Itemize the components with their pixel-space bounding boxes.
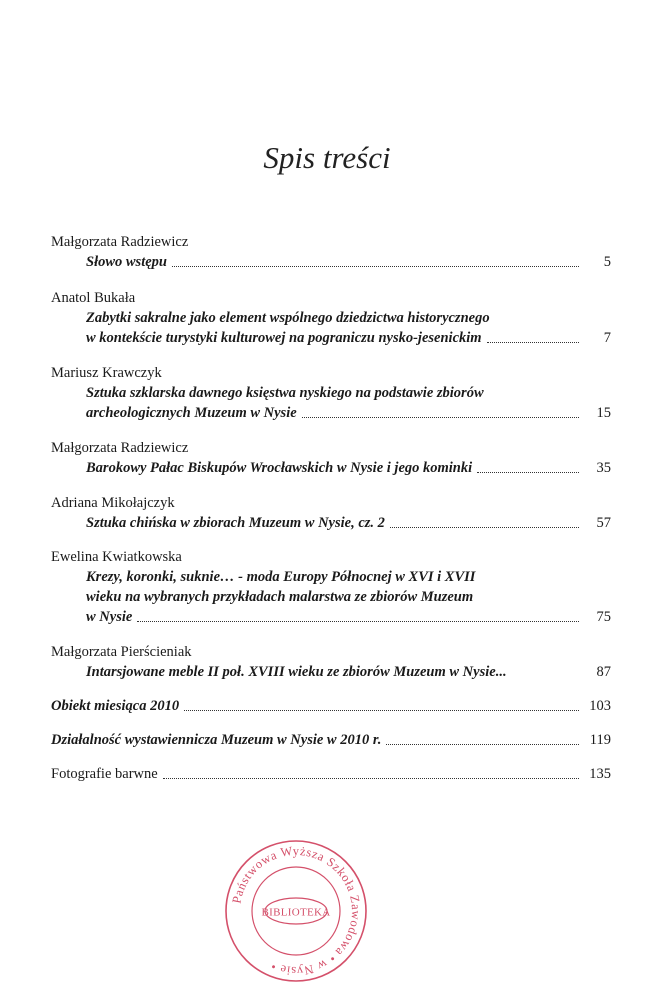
- section-page: 103: [589, 698, 611, 714]
- entry-title: Intarsjowane meble II poł. XVIII wieku ze zbiorów Muzeum w Nysie...: [86, 664, 507, 680]
- stamp-ring-text: Państwowa Wyższa Szkoła Zawodowa • w Nysie •: [229, 843, 364, 979]
- toc-entry: [51, 493, 611, 533]
- section-page: 135: [589, 766, 611, 782]
- entry-title: Sztuka chińska w zbiorach Muzeum w Nysie, cz. 2: [86, 515, 385, 531]
- stamp-center-text: BIBLIOTEKA: [261, 906, 331, 919]
- entry-title-line: wieku na wybranych przykładach malarstwa ze zbiorów Muzeum: [86, 589, 474, 605]
- entry-page: 15: [596, 405, 611, 421]
- entry-page: 57: [596, 515, 611, 531]
- entry-title-line: Zabytki sakralne jako element wspólnego dziedzictwa historycznego: [86, 310, 490, 326]
- section-title: Fotografie barwne: [51, 766, 158, 782]
- entry-title-row: [51, 513, 611, 533]
- toc-section-row: [51, 764, 611, 784]
- leader-dots: [487, 342, 579, 343]
- entry-title-line: archeologicznych Muzeum w Nysie: [86, 405, 297, 421]
- toc-entry: [51, 438, 611, 478]
- entry-author: Ewelina Kwiatkowska: [51, 549, 182, 565]
- toc-entry: [51, 547, 611, 627]
- entry-author: Małgorzata Radziewicz: [51, 234, 189, 250]
- entry-title-row: [51, 662, 611, 682]
- toc-section-row: [51, 696, 611, 716]
- leader-dots: [172, 266, 579, 267]
- entry-title-line: w kontekście turystyki kulturowej na pograniczu nysko-jesenickim: [86, 330, 482, 346]
- toc-list: [51, 232, 611, 784]
- entry-title: Barokowy Pałac Biskupów Wrocławskich w Nysie i jego kominki: [86, 460, 473, 476]
- entry-author: Małgorzata Pierścieniak: [51, 644, 192, 660]
- toc-entry: [51, 288, 611, 348]
- entry-title-row: [51, 403, 611, 423]
- toc-section-row: [51, 730, 611, 750]
- toc-entry: [51, 232, 611, 272]
- section-page: 119: [589, 732, 611, 748]
- entry-author: Małgorzata Radziewicz: [51, 440, 189, 456]
- entry-title-line: w Nysie: [86, 609, 133, 625]
- entry-title-row: [51, 252, 611, 272]
- entry-page: 35: [596, 460, 611, 476]
- entry-author: Adriana Mikołajczyk: [51, 495, 175, 511]
- leader-dots: [477, 472, 579, 473]
- entry-title-row: [51, 328, 611, 348]
- entry-page: 87: [596, 664, 611, 680]
- entry-title: Słowo wstępu: [86, 254, 167, 270]
- entry-author: Anatol Bukała: [51, 290, 136, 306]
- leader-dots: [163, 778, 579, 779]
- leader-dots: [184, 710, 579, 711]
- entry-title-line: Sztuka szklarska dawnego księstwa nyskiego na podstawie zbiorów: [86, 385, 484, 401]
- entry-title-row: [51, 458, 611, 478]
- toc-entry: [51, 642, 611, 682]
- toc-heading: Spis treści: [263, 140, 391, 175]
- toc-entry: [51, 363, 611, 423]
- entry-page: 5: [603, 254, 611, 270]
- entry-page: 7: [603, 330, 611, 346]
- entry-title-row: [51, 607, 611, 627]
- library-stamp: [222, 837, 370, 985]
- leader-dots: [137, 621, 579, 622]
- entry-title-line: Krezy, koronki, suknie… - moda Europy Północnej w XVI i XVII: [86, 569, 476, 585]
- leader-dots: [386, 744, 579, 745]
- entry-author: Mariusz Krawczyk: [51, 365, 162, 381]
- section-title: Działalność wystawiennicza Muzeum w Nysie w 2010 r.: [51, 732, 382, 748]
- section-title: Obiekt miesiąca 2010: [51, 698, 180, 714]
- leader-dots: [390, 527, 579, 528]
- leader-dots: [302, 417, 579, 418]
- entry-page: 75: [596, 609, 611, 625]
